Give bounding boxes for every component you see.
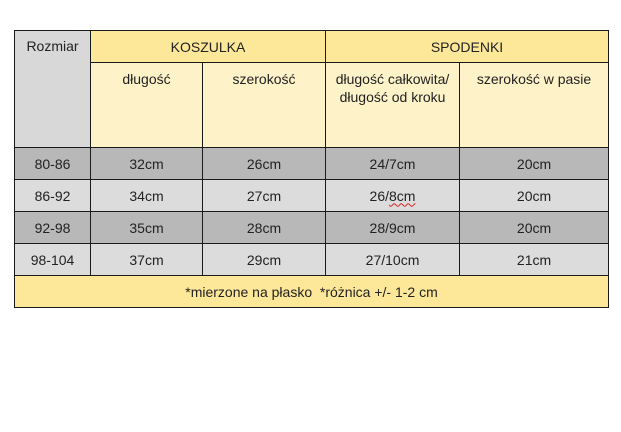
pants-length-cell: 24/7cm: [326, 148, 460, 180]
pants-group-header: SPODENKI: [326, 31, 609, 63]
pants-length-cell: 28/9cm: [326, 212, 460, 244]
footnote-row: [15, 276, 609, 308]
size-cell: 92-98: [15, 212, 91, 244]
column-header-row: [15, 63, 609, 148]
group-header-row: [15, 31, 609, 63]
size-chart-table: [14, 30, 609, 308]
shirt-length-cell: 37cm: [91, 244, 203, 276]
table-row: [15, 148, 609, 180]
pants-waist-header: [460, 63, 609, 148]
pants-waist-cell: 20cm: [460, 148, 609, 180]
pants-length-label: [326, 63, 459, 106]
shirt-length-label: długość: [122, 71, 171, 87]
shirt-width-header: [203, 63, 326, 148]
size-cell: 86-92: [15, 180, 91, 212]
footnote: *mierzone na płasko *różnica +/- 1-2 cm: [15, 276, 609, 308]
pants-length-header: [326, 63, 460, 148]
pants-length-prefix: 26/: [369, 187, 390, 204]
shirt-length-cell: 34cm: [91, 180, 203, 212]
pants-length-cell: 27/10cm: [326, 244, 460, 276]
table-row: [15, 212, 609, 244]
table-row: [15, 244, 609, 276]
size-cell: 98-104: [15, 244, 91, 276]
shirt-width-cell: 26cm: [203, 148, 326, 180]
shirt-length-cell: 32cm: [91, 148, 203, 180]
pants-length-label-line1: długość całkowita/: [335, 71, 450, 87]
pants-length-cell: [326, 180, 460, 212]
shirt-group-header: KOSZULKA: [91, 31, 326, 63]
shirt-width-cell: 28cm: [203, 212, 326, 244]
table-row: [15, 180, 609, 212]
shirt-width-label: szerokość: [232, 71, 296, 87]
shirt-length-cell: 35cm: [91, 212, 203, 244]
pants-length-label-line2: długość od kroku: [339, 89, 446, 105]
size-column-header: [15, 31, 91, 148]
pants-waist-cell: 21cm: [460, 244, 609, 276]
spellcheck-flagged-text: 8cm: [389, 187, 416, 204]
shirt-width-cell: 27cm: [203, 180, 326, 212]
shirt-length-header: [91, 63, 203, 148]
size-cell: 80-86: [15, 148, 91, 180]
pants-waist-cell: 20cm: [460, 180, 609, 212]
size-header-label: Rozmiar: [26, 38, 79, 54]
pants-waist-cell: 20cm: [460, 212, 609, 244]
shirt-width-cell: 29cm: [203, 244, 326, 276]
pants-waist-label: szerokość w pasie: [476, 71, 592, 87]
